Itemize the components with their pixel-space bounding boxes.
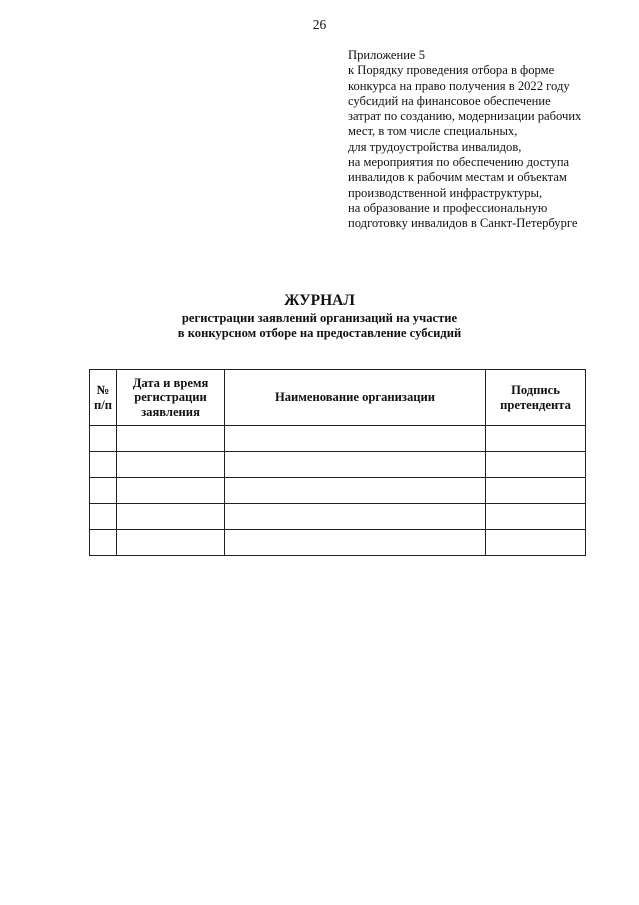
header-date-time-line: Дата и время <box>132 375 209 390</box>
table-row <box>90 426 586 452</box>
journal-title: ЖУРНАЛ <box>284 292 355 309</box>
table-cell[interactable] <box>117 478 225 504</box>
registration-table <box>89 369 586 556</box>
table-cell[interactable] <box>90 426 117 452</box>
appendix-line: к Порядку проведения отбора в форме <box>348 63 555 78</box>
table-row <box>90 504 586 530</box>
table-cell[interactable] <box>225 452 486 478</box>
appendix-line: на мероприятия по обеспечению доступа <box>348 155 570 170</box>
table-cell[interactable] <box>486 426 586 452</box>
table-cell[interactable] <box>225 426 486 452</box>
table-cell[interactable] <box>90 504 117 530</box>
table-cell[interactable] <box>486 530 586 556</box>
table-cell[interactable] <box>117 504 225 530</box>
table-cell[interactable] <box>225 504 486 530</box>
appendix-line: затрат по созданию, модернизации рабочих <box>348 109 582 124</box>
table-header <box>90 370 586 426</box>
appendix-line: подготовку инвалидов в Санкт-Петербурге <box>348 216 578 231</box>
page-number: 26 <box>312 17 327 32</box>
appendix-line: Приложение 5 <box>348 48 426 62</box>
appendix-line: субсидий на финансовое обеспечение <box>348 93 551 108</box>
appendix-line: мест, в том числе специальных, <box>348 124 518 139</box>
table-body <box>90 426 586 556</box>
appendix-note <box>348 48 633 232</box>
header-number-line: № <box>96 383 110 397</box>
journal-subtitle-line-1: регистрации заявлений организаций на участие <box>181 311 458 325</box>
table-cell[interactable] <box>90 530 117 556</box>
table-cell[interactable] <box>117 452 225 478</box>
header-organization-name-line: Наименование организации <box>274 390 436 405</box>
header-organization-name <box>225 370 486 426</box>
journal-subtitle-line-2: в конкурсном отборе на предоставление субсидий <box>177 326 462 340</box>
appendix-line: инвалидов к рабочим местам и объектам <box>348 170 567 185</box>
header-number-line: п/п <box>93 397 112 412</box>
appendix-line: конкурса на право получения в 2022 году <box>348 78 570 93</box>
header-date-time <box>117 370 225 426</box>
appendix-line: на образование и профессиональную <box>348 200 548 215</box>
table-header-row <box>90 370 586 426</box>
table-cell[interactable] <box>486 478 586 504</box>
appendix-line: производственной инфраструктуры, <box>348 185 543 200</box>
appendix-line: для трудоустройства инвалидов, <box>348 139 522 154</box>
header-signature-line: Подпись <box>511 383 560 397</box>
table-row <box>90 452 586 478</box>
header-date-time-line: регистрации <box>134 390 207 405</box>
table-cell[interactable] <box>225 478 486 504</box>
header-signature <box>486 370 586 426</box>
table-cell[interactable] <box>486 504 586 530</box>
header-date-time-line: заявления <box>141 404 200 419</box>
document-heading <box>0 291 639 341</box>
table-cell[interactable] <box>117 426 225 452</box>
table-row <box>90 478 586 504</box>
header-number <box>90 370 117 426</box>
table-cell[interactable] <box>117 530 225 556</box>
header-signature-line: претендента <box>500 397 571 412</box>
table-cell[interactable] <box>225 530 486 556</box>
table-cell[interactable] <box>90 478 117 504</box>
table-cell[interactable] <box>90 452 117 478</box>
table-row <box>90 530 586 556</box>
table-cell[interactable] <box>486 452 586 478</box>
